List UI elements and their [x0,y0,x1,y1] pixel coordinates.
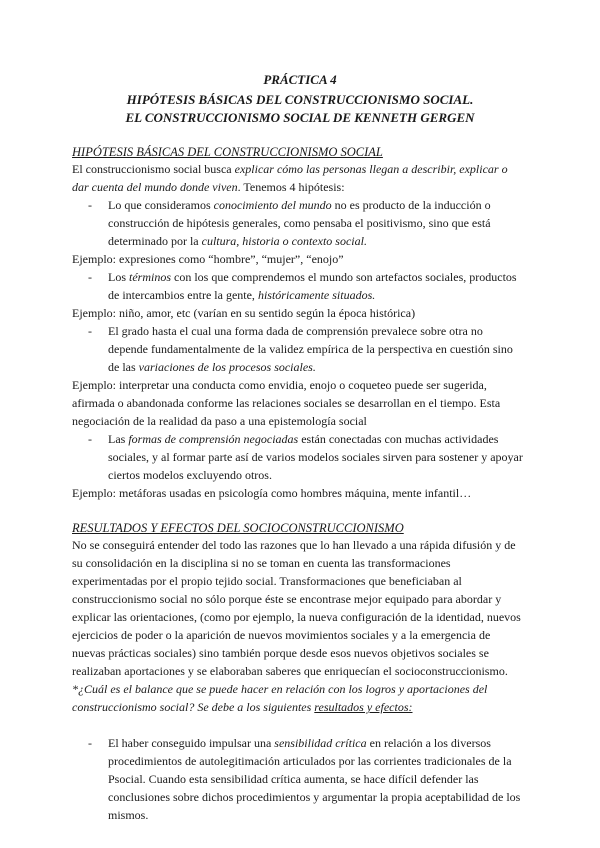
practice-title: PRÁCTICA 4 [263,72,337,87]
bullet-dash: - [88,736,92,750]
paragraph-line: experimentadas por el propio tejido social. Transformaciones que beneficiaban al [72,574,462,588]
intro-line: El construccionismo social busca explicar cómo las personas llegan a describir, explicar o [72,162,508,176]
example-3: negociación de la realidad da paso a una epistemología social [72,414,367,428]
hypothesis-4: Las formas de comprensión negociadas están conectadas con muchas actividades [108,432,499,446]
example-2: Ejemplo: niño, amor, etc (varían en su sentido según la época histórica) [72,306,416,320]
hypothesis-1: construcción de hipótesis generales, como pensaba el positivismo, sino que está [108,216,491,230]
hypothesis-1: Lo que consideramos conocimiento del mundo no es producto de la inducción o [108,198,491,212]
hypothesis-4: ciertos modelos excluyendo otros. [108,468,272,482]
paragraph-line: realizaban aportaciones y se elaboraban saberes que enriquecían el socioconstruccionismo. [72,664,508,678]
paragraph-line: nuevas prácticas sociales) sino también porque desde esos nuevos objetivos sociales se [72,646,489,660]
bullet-dash: - [88,324,92,338]
result-1: Psocial. Cuando esta sensibilidad crítica aumenta, se hace difícil defender las [108,772,479,786]
example-1: Ejemplo: expresiones como “hombre”, “mujer”, “enojo” [72,252,344,266]
result-1: mismos. [108,808,149,822]
hypothesis-3: de las variaciones de los procesos sociales. [108,360,316,374]
section-heading-hypotheses: HIPÓTESIS BÁSICAS DEL CONSTRUCCIONISMO SOCIAL [72,145,383,159]
intro-line: dar cuenta del mundo donde viven. Tenemos 4 hipótesis: [72,180,345,194]
paragraph-line: explicar las orientaciones, (como por ejemplo, la nueva configuración de la identidad, nuevos [72,610,521,624]
example-4: Ejemplo: metáforas usadas en psicología como hombres máquina, mente infantil… [72,486,472,500]
hypothesis-4: sociales, y al formar parte así de varios modelos sociales sirven para sostener y apoyar [108,450,523,464]
section-heading-results: RESULTADOS Y EFECTOS DEL SOCIOCONSTRUCCIONISMO [72,521,404,535]
question-line: *¿Cuál es el balance que se puede hacer en relación con los logros y aportaciones del [72,682,488,696]
hypothesis-3: depende fundamentalmente de la validez empírica de la perspectiva en cuestión sino [108,342,513,356]
result-1: procedimientos de autolegitimación articulados por las corrientes tradicionales de la [108,754,512,768]
paragraph-line: su consolidación en la disciplina si no se toman en cuenta las transformaciones [72,556,451,570]
result-1: conclusiones sobre dichos procedimientos y argumentar la propia aceptabilidad de los [108,790,521,804]
example-3: afirmada o abandonada conforme las relaciones sociales se desarrollan en el tiempo. Esta [72,396,501,410]
result-1: El haber conseguido impulsar una sensibilidad crítica en relación a los diversos [108,736,491,750]
document-subtitle: EL CONSTRUCCIONISMO SOCIAL DE KENNETH GERGEN [125,110,475,125]
hypothesis-2: de intercambios entre la gente, históricamente situados. [108,288,376,302]
example-3: Ejemplo: interpretar una conducta como envidia, enojo o coqueteo puede ser sugerida, [72,378,487,392]
document-title: HIPÓTESIS BÁSICAS DEL CONSTRUCCIONISMO SOCIAL. [126,92,474,107]
bullet-dash: - [88,198,92,212]
hypothesis-1: determinado por la cultura, historia o contexto social. [108,234,367,248]
paragraph-line: ejercicios de poder o la aparición de nuevos movimientos sociales y a la emergencia de [72,628,491,642]
bullet-dash: - [88,270,92,284]
hypothesis-2: Los términos con los que comprendemos el mundo son artefactos sociales, productos [108,270,517,284]
paragraph-line: construccionismo social no sólo porque éste se encontrase mejor equipado para abordar y [72,592,502,606]
paragraph-line: No se conseguirá entender del todo las razones que lo han llevado a una rápida difusión y de [72,538,516,552]
hypothesis-3: El grado hasta el cual una forma dada de comprensión prevalece sobre otra no [108,324,483,338]
bullet-dash: - [88,432,92,446]
question-line: construccionismo social? Se debe a los siguientes resultados y efectos: [72,700,413,714]
